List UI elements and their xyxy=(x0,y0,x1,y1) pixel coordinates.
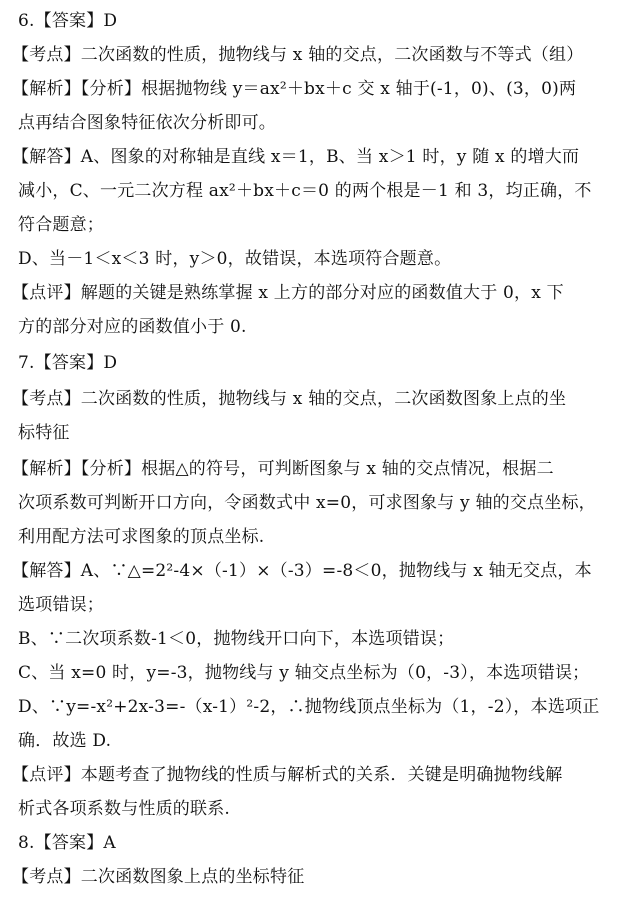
answer-6-solution-line-3: 符合题意； xyxy=(18,215,104,235)
answer-7-analysis-line-3: 利用配方法可求图象的顶点坐标. xyxy=(18,527,265,547)
answer-7-solution-line-2: 选项错误； xyxy=(18,595,104,615)
answer-6-solution-line-1: 【解答】A、图象的对称轴是直线 x＝1，B、当 x＞1 时，y 随 x 的增大而 xyxy=(12,147,580,167)
answer-7-topic-line-2: 标特征 xyxy=(18,423,70,443)
answer-7-analysis-line-2: 次项系数可判断开口方向，令函数式中 x=0，可求图象与 y 轴的交点坐标， xyxy=(18,493,596,513)
answer-6-comment-line-1: 【点评】解题的关键是熟练掌握 x 上方的部分对应的函数值大于 0，x 下 xyxy=(12,283,564,303)
answer-7-solution-line-1: 【解答】A、∵△=2²-4×（-1）×（-3）=-8＜0，抛物线与 x 轴无交点，本 xyxy=(12,561,592,581)
answer-6-solution-line-4: D、当－1＜x＜3 时，y＞0，故错误，本选项符合题意。 xyxy=(18,249,452,269)
answer-7-heading: 7.【答案】D xyxy=(18,353,118,373)
answer-7-comment-line-1: 【点评】本题考查了抛物线的性质与解析式的关系．关键是明确抛物线解 xyxy=(12,765,563,785)
answer-6-topic: 【考点】二次函数的性质，抛物线与 x 轴的交点，二次函数与不等式（组） xyxy=(12,45,584,65)
answer-7-topic-line-1: 【考点】二次函数的性质，抛物线与 x 轴的交点，二次函数图象上点的坐 xyxy=(12,389,567,409)
answer-7-option-b: B、∵二次项系数-1＜0，抛物线开口向下，本选项错误； xyxy=(18,629,455,649)
answer-6-analysis-line-1: 【解析】【分析】根据抛物线 y＝ax²＋bx＋c 交 x 轴于(-1，0)、(3，0)两 xyxy=(12,79,577,99)
answer-8-topic: 【考点】二次函数图象上点的坐标特征 xyxy=(12,867,305,887)
answer-7-option-d-line-1: D、∵y=-x²+2x-3=-（x-1）²-2，∴抛物线顶点坐标为（1，-2），本选项正 xyxy=(18,697,600,717)
answer-6-analysis-line-2: 点再结合图象特征依次分析即可。 xyxy=(18,113,276,133)
answer-7-option-c: C、当 x=0 时，y=-3，抛物线与 y 轴交点坐标为（0，-3），本选项错误； xyxy=(18,663,590,683)
answer-7-option-d-line-2: 确．故选 D. xyxy=(18,731,112,751)
answer-7-comment-line-2: 析式各项系数与性质的联系. xyxy=(18,799,231,819)
answer-6-comment-line-2: 方的部分对应的函数值小于 0. xyxy=(18,317,247,337)
answer-7-analysis-line-1: 【解析】【分析】根据△的符号，可判断图象与 x 轴的交点情况，根据二 xyxy=(12,459,554,479)
answer-6-heading: 6.【答案】D xyxy=(18,11,118,31)
answer-8-heading: 8.【答案】A xyxy=(18,833,116,853)
answer-6-solution-line-2: 减小，C、一元二次方程 ax²＋bx＋c＝0 的两个根是－1 和 3，均正确，不 xyxy=(18,181,592,201)
